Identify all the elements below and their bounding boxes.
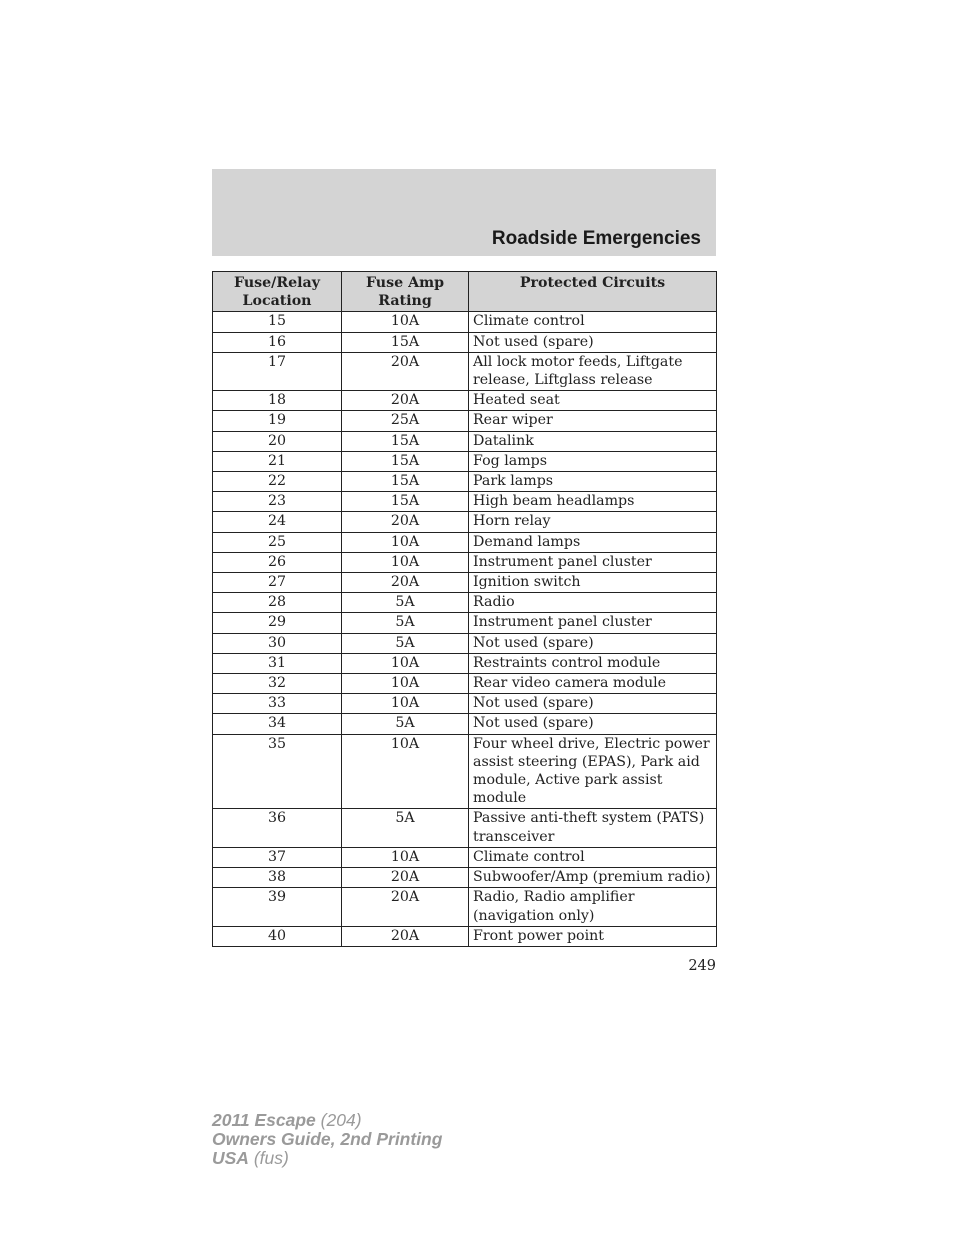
cell-protected-circuits: Not used (spare)	[469, 694, 717, 714]
cell-amp-rating: 5A	[342, 714, 469, 734]
cell-protected-circuits: Radio, Radio amplifier (navigation only)	[469, 888, 717, 926]
cell-amp-rating: 15A	[342, 451, 469, 471]
table-row	[213, 431, 717, 451]
cell-location: 33	[213, 694, 342, 714]
cell-protected-circuits: Subwoofer/Amp (premium radio)	[469, 868, 717, 888]
footer-line-3	[212, 1149, 442, 1168]
cell-protected-circuits: Datalink	[469, 431, 717, 451]
cell-amp-rating: 20A	[342, 926, 469, 946]
table-row	[213, 809, 717, 847]
cell-protected-circuits: Not used (spare)	[469, 714, 717, 734]
cell-protected-circuits: Radio	[469, 593, 717, 613]
cell-protected-circuits: Instrument panel cluster	[469, 613, 717, 633]
table-row	[213, 633, 717, 653]
table-row	[213, 653, 717, 673]
footer-guide: Owners Guide, 2nd Printing	[212, 1129, 443, 1149]
cell-amp-rating: 15A	[342, 492, 469, 512]
table-row	[213, 888, 717, 926]
cell-location: 19	[213, 411, 342, 431]
cell-protected-circuits: Not used (spare)	[469, 332, 717, 352]
cell-location: 37	[213, 847, 342, 867]
cell-amp-rating: 20A	[342, 868, 469, 888]
footer-line-2	[212, 1130, 442, 1149]
cell-amp-rating: 10A	[342, 847, 469, 867]
fuse-table-body	[213, 312, 717, 947]
table-row	[213, 472, 717, 492]
cell-amp-rating: 15A	[342, 472, 469, 492]
table-row	[213, 411, 717, 431]
cell-protected-circuits: Rear wiper	[469, 411, 717, 431]
cell-location: 38	[213, 868, 342, 888]
cell-protected-circuits: Climate control	[469, 847, 717, 867]
cell-protected-circuits: Park lamps	[469, 472, 717, 492]
cell-amp-rating: 10A	[342, 674, 469, 694]
table-row	[213, 332, 717, 352]
table-row	[213, 694, 717, 714]
cell-location: 26	[213, 552, 342, 572]
table-row	[213, 674, 717, 694]
cell-amp-rating: 10A	[342, 734, 469, 809]
table-row	[213, 312, 717, 332]
cell-amp-rating: 20A	[342, 352, 469, 390]
cell-location: 34	[213, 714, 342, 734]
cell-location: 15	[213, 312, 342, 332]
cell-protected-circuits: Heated seat	[469, 391, 717, 411]
cell-protected-circuits: Climate control	[469, 312, 717, 332]
table-row	[213, 847, 717, 867]
cell-protected-circuits: Not used (spare)	[469, 633, 717, 653]
table-row	[213, 352, 717, 390]
cell-amp-rating: 10A	[342, 694, 469, 714]
cell-location: 21	[213, 451, 342, 471]
footer-model-code: (204)	[320, 1110, 362, 1130]
cell-amp-rating: 15A	[342, 431, 469, 451]
cell-amp-rating: 15A	[342, 332, 469, 352]
footer-model: 2011 Escape	[212, 1110, 316, 1130]
cell-protected-circuits: Rear video camera module	[469, 674, 717, 694]
cell-protected-circuits: Front power point	[469, 926, 717, 946]
table-header-row	[213, 272, 717, 312]
table-row	[213, 451, 717, 471]
cell-amp-rating: 5A	[342, 593, 469, 613]
column-header-protected-circuits: Protected Circuits	[469, 272, 717, 312]
cell-amp-rating: 5A	[342, 633, 469, 653]
footer-market: USA	[212, 1148, 249, 1168]
cell-location: 23	[213, 492, 342, 512]
section-header-band	[212, 169, 716, 256]
page-number: 249	[688, 958, 716, 974]
table-row	[213, 552, 717, 572]
cell-location: 30	[213, 633, 342, 653]
table-row	[213, 492, 717, 512]
cell-amp-rating: 20A	[342, 391, 469, 411]
cell-location: 29	[213, 613, 342, 633]
cell-amp-rating: 20A	[342, 512, 469, 532]
cell-location: 32	[213, 674, 342, 694]
fuse-table	[212, 271, 717, 947]
footer-line-1	[212, 1111, 442, 1130]
cell-amp-rating: 5A	[342, 613, 469, 633]
cell-location: 36	[213, 809, 342, 847]
cell-amp-rating: 10A	[342, 532, 469, 552]
cell-amp-rating: 10A	[342, 312, 469, 332]
table-row	[213, 512, 717, 532]
cell-amp-rating: 20A	[342, 573, 469, 593]
table-row	[213, 532, 717, 552]
table-row	[213, 714, 717, 734]
table-row	[213, 573, 717, 593]
footer-market-code: (fus)	[253, 1148, 289, 1168]
cell-location: 22	[213, 472, 342, 492]
column-header-location: Fuse/Relay Location	[213, 272, 342, 312]
cell-location: 27	[213, 573, 342, 593]
cell-location: 40	[213, 926, 342, 946]
cell-location: 18	[213, 391, 342, 411]
section-title: Roadside Emergencies	[491, 228, 701, 249]
cell-location: 17	[213, 352, 342, 390]
cell-location: 16	[213, 332, 342, 352]
cell-location: 24	[213, 512, 342, 532]
table-row	[213, 926, 717, 946]
cell-location: 20	[213, 431, 342, 451]
cell-protected-circuits: Passive anti-theft system (PATS) transceiver	[469, 809, 717, 847]
cell-protected-circuits: Restraints control module	[469, 653, 717, 673]
cell-amp-rating: 25A	[342, 411, 469, 431]
table-row	[213, 868, 717, 888]
table-row	[213, 734, 717, 809]
cell-protected-circuits: High beam headlamps	[469, 492, 717, 512]
cell-location: 25	[213, 532, 342, 552]
cell-amp-rating: 20A	[342, 888, 469, 926]
cell-protected-circuits: Ignition switch	[469, 573, 717, 593]
table-row	[213, 391, 717, 411]
column-header-amp-rating: Fuse Amp Rating	[342, 272, 469, 312]
cell-protected-circuits: Demand lamps	[469, 532, 717, 552]
document-footer	[212, 1111, 442, 1168]
cell-protected-circuits: Instrument panel cluster	[469, 552, 717, 572]
cell-protected-circuits: Fog lamps	[469, 451, 717, 471]
cell-amp-rating: 10A	[342, 653, 469, 673]
cell-location: 35	[213, 734, 342, 809]
cell-protected-circuits: Four wheel drive, Electric power assist steering (EPAS), Park aid module, Active park assist module	[469, 734, 717, 809]
cell-protected-circuits: All lock motor feeds, Liftgate release, Liftglass release	[469, 352, 717, 390]
cell-protected-circuits: Horn relay	[469, 512, 717, 532]
table-row	[213, 613, 717, 633]
cell-location: 28	[213, 593, 342, 613]
cell-location: 31	[213, 653, 342, 673]
cell-amp-rating: 5A	[342, 809, 469, 847]
cell-location: 39	[213, 888, 342, 926]
cell-amp-rating: 10A	[342, 552, 469, 572]
table-row	[213, 593, 717, 613]
